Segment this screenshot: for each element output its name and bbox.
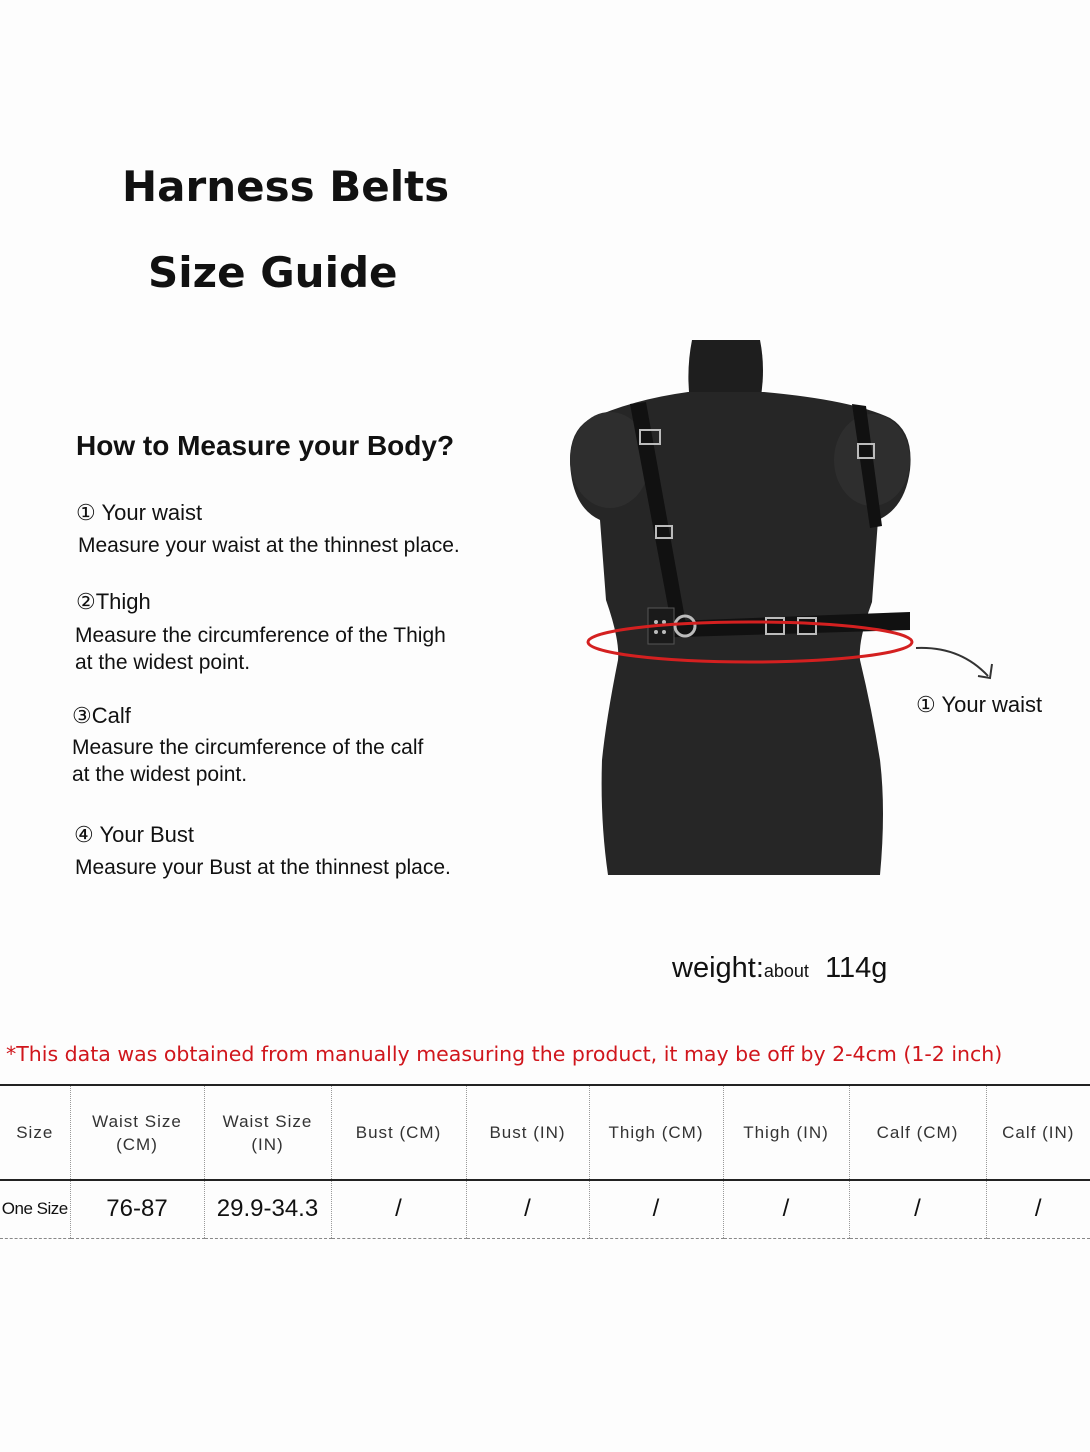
table-header: Waist Size (IN) (204, 1085, 331, 1180)
weight-qualifier: about (763, 961, 809, 981)
step-bust-desc: Measure your Bust at the thinnest place. (75, 856, 451, 879)
table-header: Thigh (IN) (723, 1085, 849, 1180)
table-cell: 76-87 (70, 1180, 204, 1238)
table-cell: / (466, 1180, 589, 1238)
table-cell: / (849, 1180, 986, 1238)
table-header: Bust (IN) (466, 1085, 589, 1180)
table-header: Size (0, 1085, 70, 1180)
size-table (0, 1084, 1090, 1239)
mannequin-harness-illustration (560, 340, 920, 880)
howto-heading: How to Measure your Body? (76, 430, 455, 461)
table-cell: / (331, 1180, 466, 1238)
table-cell: 29.9-34.3 (204, 1180, 331, 1238)
weight-value: 114g (825, 952, 888, 984)
waist-label: ① Your waist (916, 692, 1043, 717)
table-header: Thigh (CM) (589, 1085, 723, 1180)
weight-info (672, 952, 887, 985)
step-calf-heading: ③Calf (72, 703, 131, 728)
table-header: Bust (CM) (331, 1085, 466, 1180)
step-thigh-desc: Measure the circumference of the Thigh at the widest point. (75, 624, 446, 674)
table-cell: / (589, 1180, 723, 1238)
table-row (0, 1180, 1090, 1238)
step-waist-desc: Measure your waist at the thinnest place. (78, 534, 460, 557)
step-thigh-heading: ②Thigh (76, 589, 151, 614)
table-header: Waist Size (CM) (70, 1085, 204, 1180)
step-bust-heading: ④ Your Bust (74, 822, 195, 847)
table-header: Calf (IN) (986, 1085, 1090, 1180)
measurement-notice: *This data was obtained from manually measuring the product, it may be off by 2-4cm (1-2 inch) (6, 1042, 1003, 1066)
table-cell: / (986, 1180, 1090, 1238)
page-subtitle: Size Guide (148, 248, 398, 297)
table-cell: / (723, 1180, 849, 1238)
step-waist-heading: ① Your waist (76, 500, 203, 525)
table-cell: One Size (0, 1180, 70, 1238)
table-header: Calf (CM) (849, 1085, 986, 1180)
arrow-icon (912, 638, 1002, 688)
page-title: Harness Belts (122, 162, 450, 211)
step-calf-desc: Measure the circumference of the calf at the widest point. (72, 736, 424, 786)
weight-label: weight: (672, 952, 764, 984)
table-header-row (0, 1085, 1090, 1180)
